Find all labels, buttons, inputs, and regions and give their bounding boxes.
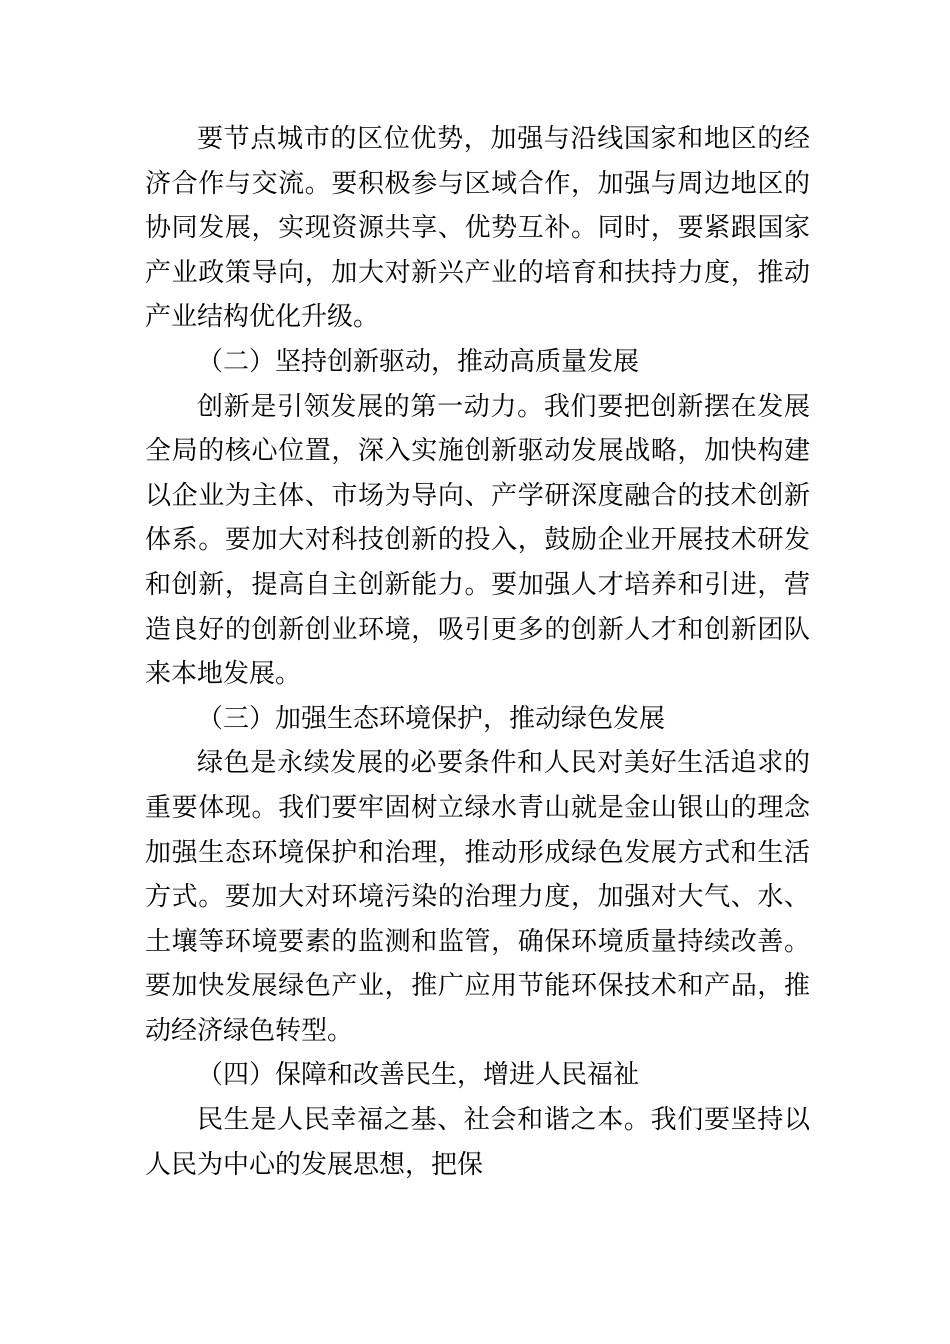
- paragraph-regional-cooperation: 要节点城市的区位优势，加强与沿线国家和地区的经济合作与交流。要积极参与区域合作，加强与周边地区的协同发展，实现资源共享、优势互补。同时，要紧跟国家产业政策导向，加大对新兴产业的培育和扶持力度，推动产业结构优化升级。: [145, 124, 810, 333]
- document-page: [145, 117, 810, 1187]
- paragraph-ecology: 绿色是永续发展的必要条件和人民对美好生活追求的重要体现。我们要牢固树立绿水青山就是金山银山的理念加强生态环境保护和治理，推动形成绿色发展方式和生活方式。要加大对环境污染的治理力度，加强对大气、水、土壤等环境要素的监测和监管，确保环境质量持续改善。要加快发展绿色产业，推广应用节能环保技术和产品，推动经济绿色转型。: [145, 748, 810, 1046]
- section-heading-ecology: （三）加强生态环境保护，推动绿色发展: [197, 703, 666, 734]
- section-heading-innovation: （二）坚持创新驱动，推动高质量发展: [197, 346, 640, 377]
- paragraph-innovation: 创新是引领发展的第一动力。我们要把创新摆在发展全局的核心位置，深入实施创新驱动发展战略，加快构建以企业为主体、市场为导向、产学研深度融合的技术创新体系。要加大对科技创新的投入，鼓励企业开展技术研发和创新，提高自主创新能力。要加强人才培养和引进，营造良好的创新创业环境，吸引更多的创新人才和创新团队来本地发展。: [145, 391, 810, 690]
- paragraph-livelihood: 民生是人民幸福之基、社会和谐之本。我们要坚持以人民为中心的发展思想，把保: [145, 1105, 810, 1180]
- section-heading-livelihood: （四）保障和改善民生，增进人民福祉: [197, 1060, 640, 1091]
